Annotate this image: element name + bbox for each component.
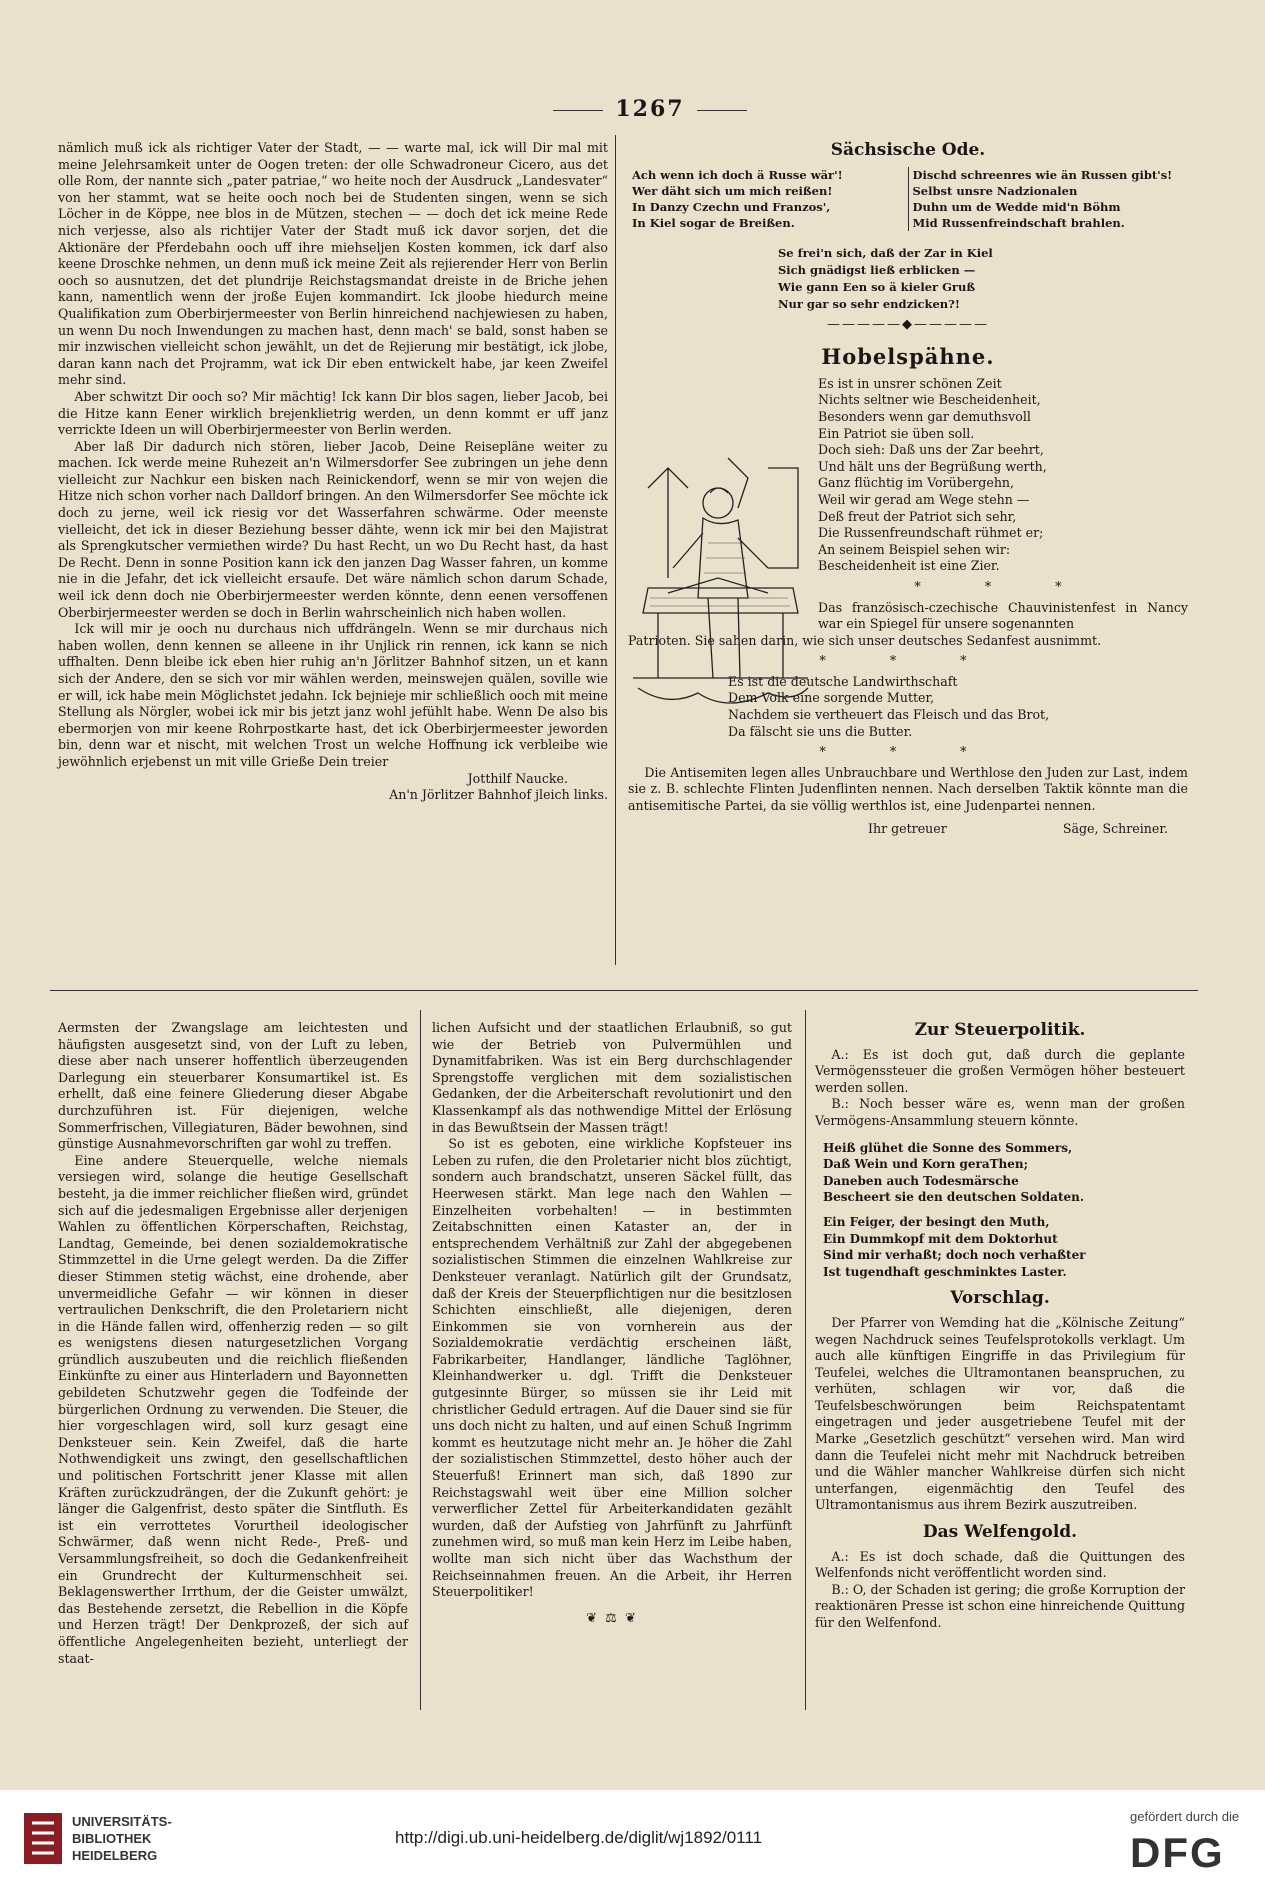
column-divider-bottom-2: [805, 1010, 806, 1710]
stars-divider-1: * * *: [914, 578, 1092, 594]
welfengold-b: B.: O, der Schaden ist gering; die große Korruption der reaktionären Presse ist schon eine hinreichende Quittung für den Welfenfond.: [815, 1581, 1185, 1630]
closing-line: [868, 821, 1168, 838]
library-line-2: BIBLIOTHEK: [72, 1831, 152, 1846]
welfengold-title: Das Welfengold.: [922, 1522, 1078, 1543]
ode-left: Ach wenn ich doch ä Russe wär'! Wer däht sich um mich reißen! In Danzy Czechn und Franzos', In Kiel sogar de Breißen.: [628, 167, 909, 231]
scales-ornament: ❦ ⚖ ❦: [586, 1610, 638, 1626]
column-divider-top: [615, 135, 616, 965]
prose-patrioten: Patrioten. Sie sahen darin, wie sich unser deutsches Sedanfest ausnimmt.: [628, 632, 1102, 648]
vorschlag-title: Vorschlag.: [950, 1288, 1050, 1309]
denksteuer-paragraph-1: Aermsten der Zwangslage am leichtesten und häufigsten ausgesetzt sind, von der Luft zu leben, diese aber nach unserer hoffentlich überzeugenden Darlegung ein steuerbarer Konsumartikel ist. Es erhellt, daß eine feinere Gliederung dieser Abgabe durchzuführen ist. Für diejenigen, welche Sommerfrischen, Villegiaturen, Bäder bewohnen, sind günstige Ausnahmevorschriften gar wohl zu treffen.: [58, 1020, 408, 1152]
source-url-link[interactable]: http://digi.ub.uni-heidelberg.de/diglit/wj1892/0111: [395, 1828, 763, 1847]
column-divider-bottom-1: [420, 1010, 421, 1710]
closing-name: Säge, Schreiner.: [1062, 820, 1168, 836]
ode-right: Dischd schreenres wie än Russen gibt's! Selbst unsre Nadzionalen Duhn um de Wedde mid'n Böhm Mid Russenfreindschaft brahlen.: [912, 167, 1173, 230]
ode-title: Sächsische Ode.: [830, 140, 986, 160]
bottom-middle-column: [432, 1020, 792, 1631]
letter-column: [58, 140, 608, 804]
hobel-title: Hobelspähne.: [821, 344, 995, 370]
letter-signature-place: An'n Jörlitzer Bahnhof jleich links.: [389, 787, 608, 803]
letter-paragraph-1: nämlich muß ick als richtiger Vater der Stadt, — — warte mal, ick will Dir mal mit meine Jelehrsamkeit unter de Oogen treten: der olle Schwadroneur Cicero, aus det olle Rom, der nannte sich „pater patriae,“ wo heite noch der Ausdruck „Landesvater“ von her stammt, wat se heite ooch noch bei de Studenten singen, wenn se sich Löcher in de Köppe, nee blos in de Mützen, stechen — — doch det ick meine Rede nich verjesse, also als richtijer Vater der Stadt muß ick davor sorjen, det die Aktionäre der Pferdebahn ooch uff ihre miehseljen Kosten kommen, ick darf also keene Droschke nehmen, un denn muß ick meine Zeit als rejierender Herr von Berlin ooch so ausnutzen, det det plundrije Reichstagsmandat dreiste in de Briche jehen kann, namentlich wenn der jroße Eujen kommandirt. Ick jloobe hiedurch meine Qualifikation zum Oberbirjermeester von Berlin hinreichend nachjewiesen zu haben, un wenn Du noch Inwendungen zu machen hast, denn mach' se bald, sonst haben se mir inzwischen vielleicht schon jewählt, un det de Rejierung mir bestätigt, ick jlobe, daran kann nach det Projramm, wat ick Dir eben entwickelt habe, jar keen Zweifel mehr sind.: [58, 140, 608, 388]
letter-paragraph-2: Aber schwitzt Dir ooch so? Mir mächtig! Ick kann Dir blos sagen, lieber Jacob, bei die Hitze kann Eener wirklich brejenklietrig werden, un denn kommt er uff janz verrickte Ideen un will Oberbirjermeester von Berlin werden.: [58, 388, 608, 438]
denksteuer-paragraph-2: Eine andere Steuerquelle, welche niemals versiegen wird, solange die heutige Gesellschaft besteht, ja die immer reichlicher fließen wird, gründet sich auf die jedesmaligen Ergebnisse aller derjenigen Wahlen zu öffentlichen Körperschaften, Reichstag, Landtag, Gemeinde, bei denen sozialdemokratische Stimmzettel in die Urne gelegt werden. Da die Ziffer dieser Stimmen stetig wächst, eine drohende, aber unvermeidliche Gefahr — wir können in dieser vertraulichen Denkschrift, die den Proletariern nicht in die Hände fallen wird, offenherzig reden — so gilt es wenigstens diesen naturgesetzlichen Vorgang gründlich auszubeuten und die reichlich fließenden Einkünfte zu einer aus Hinterladern und Bayonnetten gebildeten Schutzwehr gegen die Todfeinde der bürgerlichen Ordnung zu verwenden. Die Steuer, die hier vorgeschlagen wird, soll kurz gesagt eine Denksteuer sein. Kein Zweifel, daß die harte Nothwendigkeit uns zwingt, den gesellschaftlichen und politischen Fortschritt jener Klasse mit allen Kräften zurückzudrängen, der die Zukunft gehört: je länger die Galgenfrist, desto später die Sintfluth. Es ist ein verrottetes Vorurtheil ideologischer Schwärmer, daß wenn nicht Rede-, Preß- und Versammlungsfreiheit, so doch die Gedankenfreiheit ein Grundrecht der Kulturmenschheit sei. Beklagenswerther Irrthum, der die Geister umwälzt, das Bestehende zersetzt, die Rebellion in die Köpfe und Herzen trägt! Der Denkprozeß, der sich auf öffentliche Angelegenheiten bezieht, unterliegt der staat-: [58, 1152, 408, 1666]
carpenter-illustration: [628, 448, 813, 728]
funded-by-label: gefördert durch die: [1130, 1809, 1240, 1824]
hobel-poem: Es ist in unsrer schönen Zeit Nichts seltner wie Bescheidenheit, Besonders wenn gar demuthsvoll Ein Patriot sie üben soll. Doch sieh: Daß uns der Zar beehrt, Und hält uns der Begrüßung werth, Ganz flüchtig im Vorübergehn, Weil wir gerad am Wege stehn — Deß freut der Patriot sich sehr, Die Russenfreundschaft rühmet er; An seinem Beispiel sehen wir: Bescheidenheit ist eine Zier.: [818, 375, 1047, 574]
welfengold-a: A.: Es ist doch schade, daß die Quittungen des Welfenfonds nicht veröffentlicht worden sind.: [815, 1548, 1185, 1581]
stars-divider-2: * * *: [819, 653, 997, 669]
closing-greeting: Ihr getreuer: [868, 820, 947, 836]
landwirthschaft-poem: Es ist die deutsche Landwirthschaft Dem Volk eine sorgende Mutter, Nachdem sie vertheuert das Fleisch und das Brot, Da fälscht sie uns die Butter.: [728, 673, 1050, 739]
library-line-1: UNIVERSITÄTS-: [72, 1814, 172, 1829]
vorschlag-text: Der Pfarrer von Wemding hat die „Kölnische Zeitung“ wegen Nachdruck seines Teufelsprotokolls verklagt. Um auch alle künftigen Eingriffe in das Privilegium für Teufelei, welches die Ultramontanen beanspruchen, zu verhüten, schlagen wir vor, daß die Teufelsbeschwörungen beim Reichspatentamt eingetragen und jeder ausgetriebene Teufel mit der Marke „Gesetzlich geschützt“ versehen wird. Man wird dann die Teufelei nicht mehr mit Nachdruck betreiben und die Wähler mancher Wahlkreise dürfen sich nicht unterfangen, eigenmächtig den Teufel des Ultramontanismus aus ihrem Bezirk auszutreiben.: [815, 1314, 1185, 1513]
bottom-right-column: [815, 1020, 1185, 1632]
ornament-divider: —————◆—————: [827, 316, 989, 332]
page-number: 1267: [530, 96, 770, 122]
bottom-left-column: [58, 1020, 408, 1667]
letter-paragraph-3: Aber laß Dir dadurch nich stören, lieber Jacob, Deine Reisepläne weiter zu machen. Ick werde meine Ruhezeit an'n Wilmersdorfer See zubringen un jehe denn vielleicht zur Nachkur een bisken nach Reinickendorf, wenn se mir von wejen die Hitze nich schon vorher nach Dalldorf bringen. An den Wilmersdorfer See möchte ick doch zu jerne, weil ick riesig vor det Wasserfahren schwärme. Oder meenste vielleicht, det ick in dieser Beziehung besser dähte, wenn ick mir bei den Majistrat als Sprengkutscher vermiethen wirde? Du hast Recht, un wo Du Recht hast, da hast De Recht. Denn in sonne Position kann ick den janzen Dag Wasser fahren, un komme nie in die Jefahr, det ick vielleicht ersaufe. Det wäre nämlich schon darum Schade, weil ick denn doch nie Oberbirjermeester werden könnte, denn eenen versoffenen Oberbirjermeester werden se doch in Berlin wahrscheinlich nich haben wollen.: [58, 438, 608, 620]
feiger-poem: Ein Feiger, der besingt den Muth, Ein Dummkopf mit dem Doktorhut Sind mir verhaßt; doch noch verhaßter Ist tugendhaft geschminktes Laster.: [823, 1214, 1086, 1279]
sommer-poem: Heiß glühet die Sonne des Sommers, Daß Wein und Korn geraThen; Daneben auch Todesmärsche Bescheert sie den deutschen Soldaten.: [823, 1140, 1085, 1205]
steuerpolitik-a: A.: Es ist doch gut, daß durch die geplante Vermögenssteuer die großen Vermögen höher besteuert werden sollen.: [815, 1046, 1185, 1095]
denksteuer-paragraph-3: lichen Aufsicht und der staatlichen Erlaubniß, so gut wie der Betrieb von Pulvermühlen und Dynamitfabriken. Was ist ein Berg durchschlagender Sprengstoffe verglichen mit dem sozialistischen Gedanken, der die Arbeiterschaft revolutionirt und den Klassenkampf als das nothwendige Mittel der Erlösung in das Bewußtsein der Massen trägt!: [432, 1020, 792, 1135]
letter-paragraph-4: Ick will mir je ooch nu durchaus nich uffdrängeln. Wenn se mir durchaus nich haben wollen, denn kennen se alleene in ihr Unjlick rin rennen, ick kann se nich uffhalten. Denn bleibe ick eben hier ruhig an'n Jörlitzer Bahnhof sitzen, un et kann sich der Andere, den se sich vor mir wählen werden, meinswejen quälen, soville wie er will, ick habe mein Möglichstet jedahn. Ick bejnieje mir schließlich ooch mit meine Stellung als Nörgler, wobei ick mir bis jetzt janz wohl jefühlt habe. Wenn De also bis ebermorjen von mir keene Rohrpostkarte hast, det ick Oberbirjermeester jeworden bin, denn war et nischt, mit welchen Trost un welche Hoffnung ick verbleibe wie jewöhnlich erjebenst un mit ville Grieße Dein treier: [58, 621, 608, 769]
footer-bar: [0, 1795, 1265, 1880]
prose-antisemiten: Die Antisemiten legen alles Unbrauchbare und Werthlose den Juden zur Last, indem sie z. B. schlechte Flinten Judenflinten nennen. Nach derselben Taktik könnte man die antisemitische Partei, da sie völlig werthlos ist, eine Judenpartei nennen.: [628, 764, 1188, 814]
steuerpolitik-title: Zur Steuerpolitik.: [914, 1020, 1086, 1040]
ode-verse-2: Se frei'n sich, daß der Zar in Kiel Sich gnädigst ließ erblicken — Wie gann Een so ä kieler Gruß Nur gar so sehr endzicken?!: [778, 245, 993, 311]
stars-divider-3: * * *: [819, 744, 997, 760]
prose-nancy: Das französisch-czechische Chauvinistenfest in Nancy war ein Spiegel für unsere sogenannten: [818, 599, 1188, 632]
university-library-logo-icon: [22, 1811, 64, 1866]
dfg-logo: DFG: [1130, 1829, 1225, 1876]
university-library-name: [72, 1813, 172, 1864]
section-divider: [50, 990, 1198, 991]
ode-verse-1: [628, 167, 1188, 231]
denksteuer-paragraph-4: So ist es geboten, eine wirkliche Kopfsteuer ins Leben zu rufen, die den Proletarier nicht blos züchtigt, sondern auch brandschatzt, unseren Säckel füllt, das Heerwesen stärkt. Man lege nach den Wahlen — Einzelheiten vorbehalten! — in bestimmten Zeitabschnitten einen Kataster an, der in entsprechendem Verhältniß zur Zahl der abgegebenen sozialistischen Stimmen die einzelnen Wahlkreise zur Denksteuer veranlagt. Natürlich gilt der Grundsatz, daß der Kreis der Steuerpflichtigen nur die besitzlosen Schichten einschließt, alle diejenigen, deren Einkommen sie von vornherein aus der Sozialdemokratie verdächtig erscheinen läßt, Fabrikarbeiter, Handlanger, ländliche Taglöhner, Kleinhandwerker u. dgl. Trifft die Denksteuer gutgesinnte Bürger, so müssen sie ihr Leid mit christlicher Geduld ertragen. Auf die Dauer sind sie für uns doch nicht zu halten, und auf einen Schuß Ingrimm kommt es heutzutage nicht mehr an. Je höher die Zahl der sozialistischen Stimmzettel, desto höher auch der Steuerfuß! Erinnert man sich, daß 1890 zur Reichstagswahl weit über eine Million solcher verwerflicher Zettel für Arbeiterkandidaten gezählt wurden, daß der Aufstieg von Jahrfünft zu Jahrfünft zunehmen wird, so muß man kein Herz im Leibe haben, wollte man sich nicht über das Wachsthum der Reichseinnahmen freuen. An die Arbeit, ihr Herren Steuerpolitiker!: [432, 1136, 792, 1600]
steuerpolitik-b: B.: Noch besser wäre es, wenn man der großen Vermögens-Ansammlung steuern könnte.: [815, 1096, 1185, 1128]
library-line-3: HEIDELBERG: [72, 1848, 158, 1863]
letter-signature-name: Jotthilf Naucke.: [467, 770, 568, 786]
